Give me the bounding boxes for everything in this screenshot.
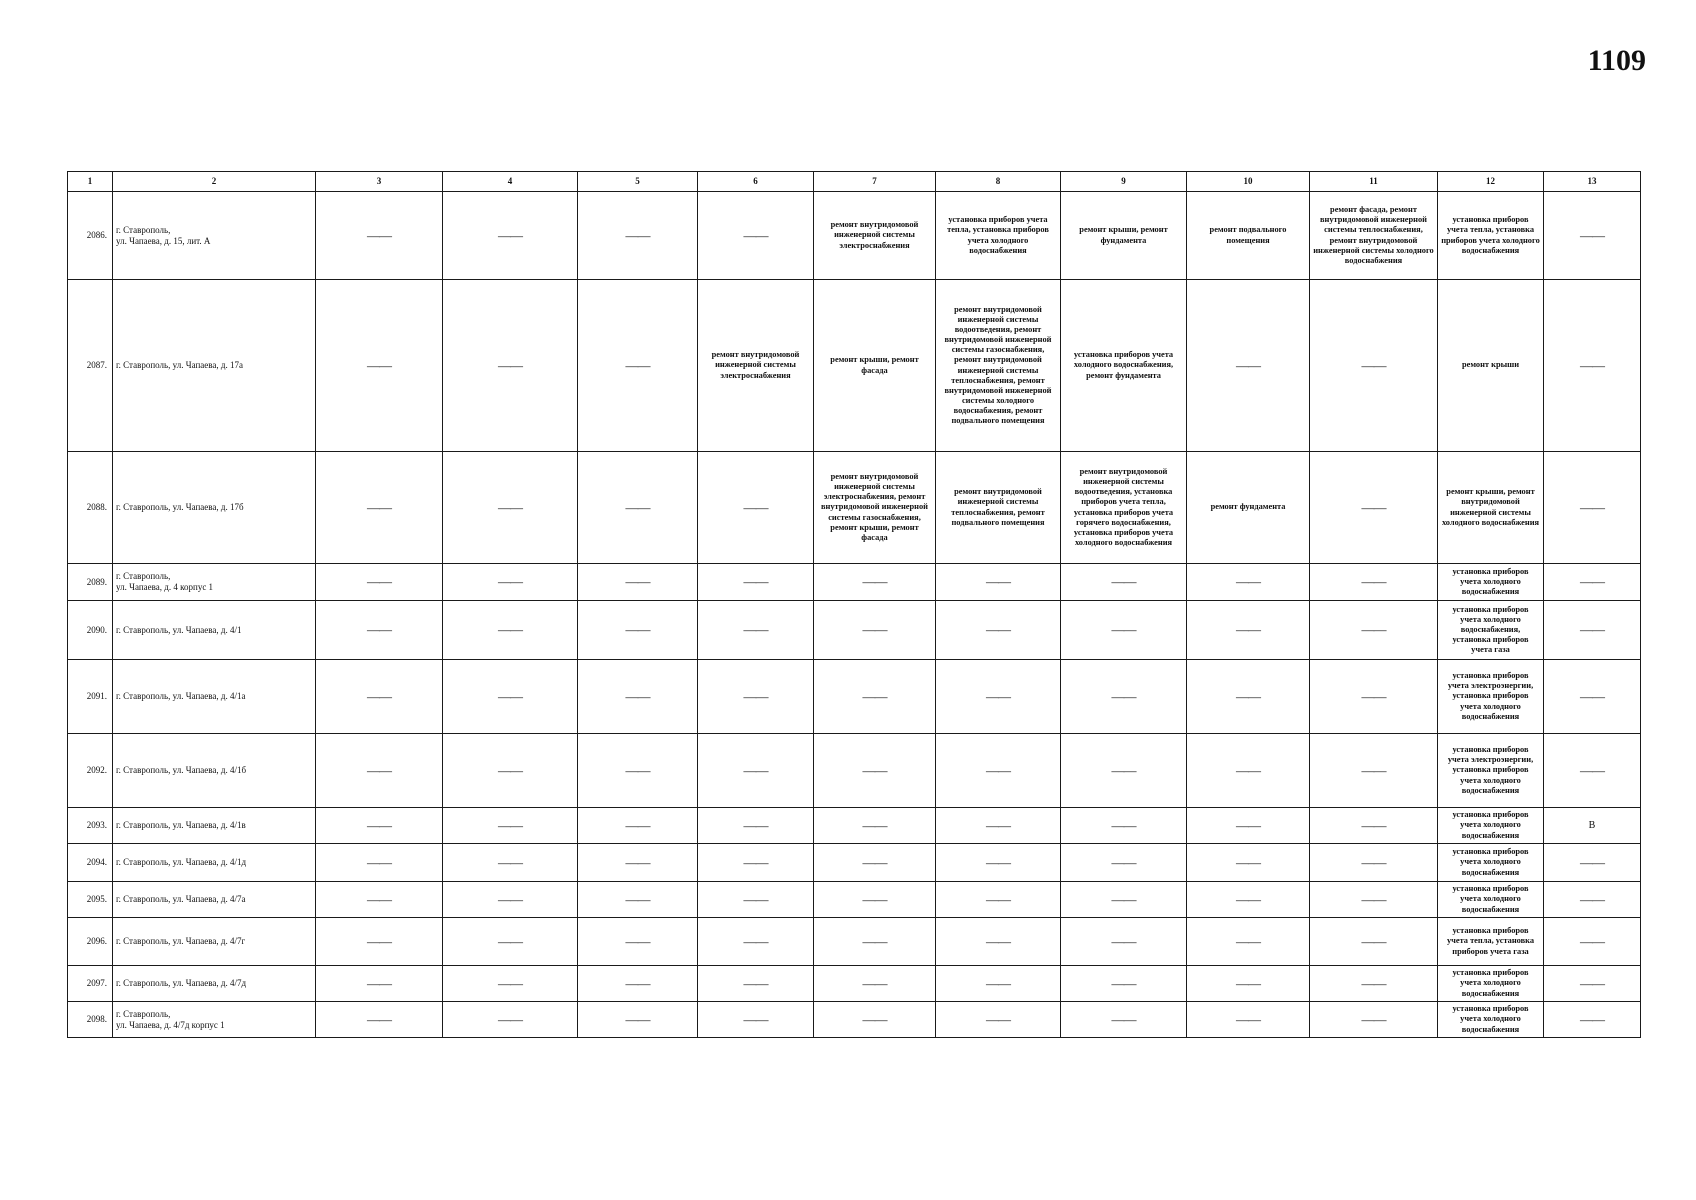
empty-cell: ——: [578, 452, 698, 564]
empty-cell: ——: [1187, 918, 1310, 966]
empty-cell: ——: [1061, 966, 1187, 1002]
empty-cell: ——: [316, 808, 443, 844]
empty-cell: ——: [316, 601, 443, 660]
empty-cell: ——: [316, 1002, 443, 1038]
empty-cell: ——: [698, 734, 814, 808]
empty-cell: ——: [698, 966, 814, 1002]
empty-cell: ——: [443, 882, 578, 918]
work-cell: установка приборов учета холодного водоснабжения, ремонт фундамента: [1061, 280, 1187, 452]
empty-cell: ——: [698, 808, 814, 844]
work-cell: ремонт внутридомовой инженерной системы электроснабжения, ремонт внутридомовой инженерной системы газоснабжения, ремонт крыши, ремонт фасада: [814, 452, 936, 564]
empty-cell: ——: [1310, 966, 1438, 1002]
empty-cell: ——: [578, 564, 698, 601]
empty-cell: ——: [1187, 966, 1310, 1002]
empty-cell: ——: [814, 1002, 936, 1038]
empty-cell: ——: [578, 280, 698, 452]
empty-cell: ——: [936, 844, 1061, 882]
empty-cell: ——: [1187, 808, 1310, 844]
empty-cell: ——: [814, 918, 936, 966]
empty-cell: ——: [1187, 601, 1310, 660]
work-cell: установка приборов учета электроэнергии, установка приборов учета холодного водоснабжения: [1438, 734, 1544, 808]
address-cell: г. Ставрополь, ул. Чапаева, д. 4/7а: [113, 882, 316, 918]
empty-cell: ——: [578, 601, 698, 660]
table-row: [68, 660, 1641, 734]
work-cell: ремонт крыши, ремонт фундамента: [1061, 192, 1187, 280]
empty-cell: ——: [698, 660, 814, 734]
empty-cell: ——: [1061, 601, 1187, 660]
table-row: [68, 808, 1641, 844]
empty-cell: ——: [814, 844, 936, 882]
page-number: 1109: [1587, 44, 1646, 77]
empty-cell: ——: [1061, 844, 1187, 882]
empty-cell: ——: [1187, 882, 1310, 918]
empty-cell: ——: [316, 280, 443, 452]
empty-cell: ——: [1310, 564, 1438, 601]
work-cell: установка приборов учета электроэнергии, установка приборов учета холодного водоснабжения: [1438, 660, 1544, 734]
work-cell: установка приборов учета холодного водоснабжения: [1438, 564, 1544, 601]
work-cell: ремонт подвального помещения: [1187, 192, 1310, 280]
empty-cell: ——: [698, 192, 814, 280]
empty-cell: ——: [1544, 280, 1641, 452]
empty-cell: ——: [698, 1002, 814, 1038]
empty-cell: ——: [814, 601, 936, 660]
empty-cell: ——: [698, 452, 814, 564]
empty-cell: ——: [1544, 844, 1641, 882]
empty-cell: ——: [936, 1002, 1061, 1038]
address-cell: г. Ставрополь, ул. Чапаева, д. 4/7д: [113, 966, 316, 1002]
row-number: 2091.: [68, 660, 113, 734]
address-cell: г. Ставрополь, ул. Чапаева, д. 17а: [113, 280, 316, 452]
empty-cell: ——: [1187, 280, 1310, 452]
work-cell: установка приборов учета холодного водоснабжения: [1438, 1002, 1544, 1038]
empty-cell: ——: [1061, 660, 1187, 734]
empty-cell: ——: [936, 882, 1061, 918]
empty-cell: ——: [1544, 734, 1641, 808]
empty-cell: ——: [698, 564, 814, 601]
column-header: 2: [113, 172, 316, 192]
empty-cell: ——: [1061, 882, 1187, 918]
empty-cell: ——: [1544, 966, 1641, 1002]
table-row: [68, 844, 1641, 882]
column-header: 1: [68, 172, 113, 192]
empty-cell: ——: [936, 808, 1061, 844]
work-cell: ремонт внутридомовой инженерной системы электроснабжения: [814, 192, 936, 280]
empty-cell: ——: [1187, 1002, 1310, 1038]
column-header: 4: [443, 172, 578, 192]
column-header-row: [68, 172, 1641, 192]
empty-cell: ——: [698, 601, 814, 660]
empty-cell: ——: [1544, 564, 1641, 601]
empty-cell: ——: [1310, 918, 1438, 966]
empty-cell: ——: [1544, 918, 1641, 966]
empty-cell: ——: [814, 966, 936, 1002]
empty-cell: ——: [698, 918, 814, 966]
column-header: 13: [1544, 172, 1641, 192]
empty-cell: ——: [1310, 280, 1438, 452]
empty-cell: ——: [443, 844, 578, 882]
column-header: 12: [1438, 172, 1544, 192]
row-number: 2088.: [68, 452, 113, 564]
empty-cell: ——: [1187, 734, 1310, 808]
empty-cell: ——: [814, 660, 936, 734]
work-cell: установка приборов учета холодного водоснабжения, установка приборов учета газа: [1438, 601, 1544, 660]
empty-cell: ——: [443, 601, 578, 660]
column-header: 9: [1061, 172, 1187, 192]
empty-cell: ——: [814, 882, 936, 918]
empty-cell: ——: [578, 734, 698, 808]
empty-cell: ——: [698, 882, 814, 918]
empty-cell: ——: [936, 601, 1061, 660]
work-cell: ремонт крыши, ремонт фасада: [814, 280, 936, 452]
column-header: 5: [578, 172, 698, 192]
column-header: 6: [698, 172, 814, 192]
table-row: [68, 601, 1641, 660]
empty-cell: ——: [443, 452, 578, 564]
empty-cell: ——: [814, 734, 936, 808]
row-number: 2098.: [68, 1002, 113, 1038]
empty-cell: ——: [936, 966, 1061, 1002]
row-number: 2097.: [68, 966, 113, 1002]
empty-cell: ——: [1544, 601, 1641, 660]
table-row: [68, 280, 1641, 452]
address-cell: г. Ставрополь, ул. Чапаева, д. 4/7д корпус 1: [113, 1002, 316, 1038]
empty-cell: ——: [1310, 734, 1438, 808]
row-number: 2092.: [68, 734, 113, 808]
row-number: 2089.: [68, 564, 113, 601]
empty-cell: ——: [443, 734, 578, 808]
empty-cell: ——: [1310, 808, 1438, 844]
row-number: 2095.: [68, 882, 113, 918]
empty-cell: ——: [1187, 660, 1310, 734]
row-number: 2094.: [68, 844, 113, 882]
empty-cell: ——: [1544, 1002, 1641, 1038]
column-header: 10: [1187, 172, 1310, 192]
empty-cell: ——: [1061, 564, 1187, 601]
table-row: [68, 1002, 1641, 1038]
empty-cell: ——: [1310, 1002, 1438, 1038]
empty-cell: ——: [936, 734, 1061, 808]
address-cell: г. Ставрополь, ул. Чапаева, д. 4/1а: [113, 660, 316, 734]
empty-cell: ——: [316, 192, 443, 280]
empty-cell: ——: [1544, 882, 1641, 918]
empty-cell: ——: [443, 918, 578, 966]
empty-cell: ——: [1061, 918, 1187, 966]
work-cell: ремонт крыши, ремонт внутридомовой инженерной системы холодного водоснабжения: [1438, 452, 1544, 564]
empty-cell: ——: [1544, 660, 1641, 734]
empty-cell: ——: [443, 192, 578, 280]
empty-cell: ——: [1061, 808, 1187, 844]
empty-cell: ——: [1544, 452, 1641, 564]
empty-cell: ——: [1310, 844, 1438, 882]
row-number: 2093.: [68, 808, 113, 844]
empty-cell: ——: [443, 564, 578, 601]
column-header: 7: [814, 172, 936, 192]
empty-cell: ——: [443, 280, 578, 452]
address-cell: г. Ставрополь, ул. Чапаева, д. 17б: [113, 452, 316, 564]
empty-cell: ——: [698, 844, 814, 882]
table-row: [68, 966, 1641, 1002]
row-number: 2086.: [68, 192, 113, 280]
address-cell: г. Ставрополь, ул. Чапаева, д. 4/1в: [113, 808, 316, 844]
work-cell: установка приборов учета тепла, установка приборов учета газа: [1438, 918, 1544, 966]
table-row: [68, 882, 1641, 918]
empty-cell: ——: [1310, 882, 1438, 918]
empty-cell: ——: [316, 452, 443, 564]
empty-cell: ——: [443, 1002, 578, 1038]
table-row: [68, 734, 1641, 808]
address-cell: г. Ставрополь, ул. Чапаева, д. 15, лит. А: [113, 192, 316, 280]
empty-cell: ——: [1310, 601, 1438, 660]
empty-cell: ——: [578, 918, 698, 966]
address-cell: г. Ставрополь, ул. Чапаева, д. 4 корпус 1: [113, 564, 316, 601]
empty-cell: ——: [443, 808, 578, 844]
work-cell: ремонт фундамента: [1187, 452, 1310, 564]
empty-cell: ——: [1310, 660, 1438, 734]
address-cell: г. Ставрополь, ул. Чапаева, д. 4/1: [113, 601, 316, 660]
work-cell: установка приборов учета холодного водоснабжения: [1438, 808, 1544, 844]
empty-cell: ——: [814, 808, 936, 844]
empty-cell: ——: [578, 1002, 698, 1038]
empty-cell: ——: [936, 564, 1061, 601]
row-number: 2090.: [68, 601, 113, 660]
empty-cell: ——: [1544, 192, 1641, 280]
column-header: 3: [316, 172, 443, 192]
work-cell: установка приборов учета холодного водоснабжения: [1438, 882, 1544, 918]
empty-cell: ——: [936, 660, 1061, 734]
empty-cell: ——: [814, 564, 936, 601]
empty-cell: ——: [578, 660, 698, 734]
empty-cell: ——: [316, 660, 443, 734]
empty-cell: ——: [936, 918, 1061, 966]
repair-schedule-table: [67, 171, 1641, 1038]
empty-cell: ——: [316, 734, 443, 808]
empty-cell: ——: [578, 966, 698, 1002]
empty-cell: ——: [443, 966, 578, 1002]
empty-cell: ——: [316, 882, 443, 918]
table-row: [68, 192, 1641, 280]
empty-cell: ——: [316, 966, 443, 1002]
column-header: 11: [1310, 172, 1438, 192]
empty-cell: ——: [1187, 564, 1310, 601]
work-cell: установка приборов учета тепла, установка приборов учета холодного водоснабжения: [936, 192, 1061, 280]
work-cell: ремонт фасада, ремонт внутридомовой инженерной системы теплоснабжения, ремонт внутридомовой инженерной системы холодного водоснабжения: [1310, 192, 1438, 280]
empty-cell: ——: [578, 808, 698, 844]
empty-cell: ——: [316, 844, 443, 882]
empty-cell: ——: [1187, 844, 1310, 882]
table-row: [68, 452, 1641, 564]
empty-cell: ——: [578, 192, 698, 280]
empty-cell: ——: [443, 660, 578, 734]
work-cell: ремонт крыши: [1438, 280, 1544, 452]
work-cell: ремонт внутридомовой инженерной системы водоотведения, ремонт внутридомовой инженерной системы газоснабжения, ремонт внутридомовой инженерной системы теплоснабжения, ремонт внутридомовой инженерной системы холодного водоснабжения, ремонт подвального помещения: [936, 280, 1061, 452]
table-row: [68, 564, 1641, 601]
empty-cell: ——: [578, 882, 698, 918]
empty-cell: ——: [578, 844, 698, 882]
work-cell: ремонт внутридомовой инженерной системы теплоснабжения, ремонт подвального помещения: [936, 452, 1061, 564]
work-cell: ремонт внутридомовой инженерной системы водоотведения, установка приборов учета тепла, установка приборов учета горячего водоснабжения, установка приборов учета холодного водоснабжения: [1061, 452, 1187, 564]
table-row: [68, 918, 1641, 966]
work-cell: установка приборов учета тепла, установка приборов учета холодного водоснабжения: [1438, 192, 1544, 280]
column-header: 8: [936, 172, 1061, 192]
work-cell: В: [1544, 808, 1641, 844]
empty-cell: ——: [1061, 1002, 1187, 1038]
work-cell: ремонт внутридомовой инженерной системы электроснабжения: [698, 280, 814, 452]
address-cell: г. Ставрополь, ул. Чапаева, д. 4/1б: [113, 734, 316, 808]
row-number: 2087.: [68, 280, 113, 452]
work-cell: установка приборов учета холодного водоснабжения: [1438, 966, 1544, 1002]
work-cell: установка приборов учета холодного водоснабжения: [1438, 844, 1544, 882]
empty-cell: ——: [316, 918, 443, 966]
address-cell: г. Ставрополь, ул. Чапаева, д. 4/7г: [113, 918, 316, 966]
empty-cell: ——: [1061, 734, 1187, 808]
row-number: 2096.: [68, 918, 113, 966]
address-cell: г. Ставрополь, ул. Чапаева, д. 4/1д: [113, 844, 316, 882]
empty-cell: ——: [1310, 452, 1438, 564]
empty-cell: ——: [316, 564, 443, 601]
